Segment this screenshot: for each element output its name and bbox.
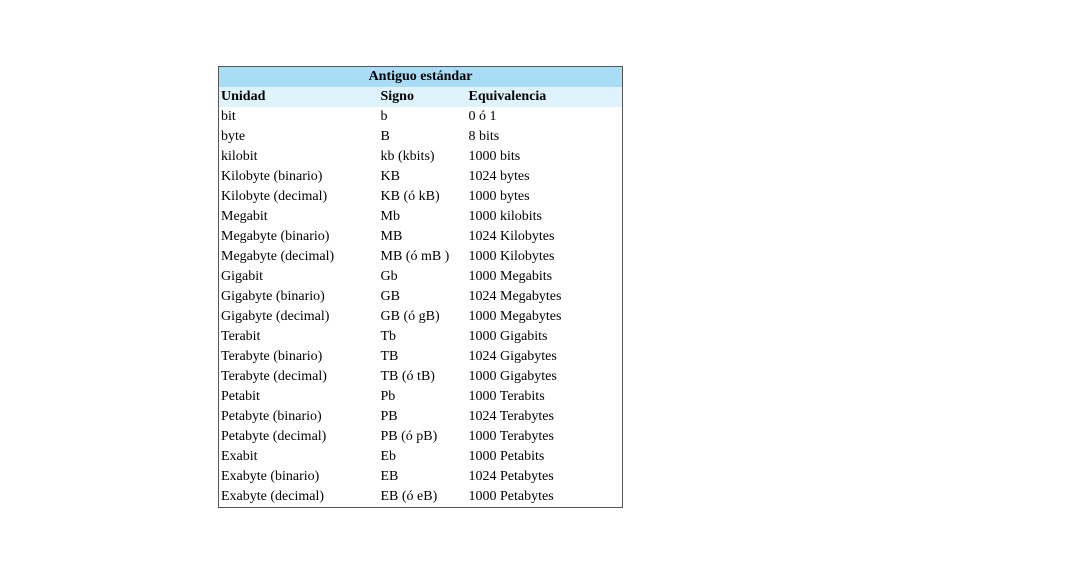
cell-signo: MB (ó mB ): [380, 249, 450, 264]
cell-signo: GB: [380, 289, 400, 304]
cell-unidad: Terabit: [221, 329, 261, 344]
table-row: [219, 327, 623, 347]
cell-equivalencia: 1000 Petabytes: [468, 489, 554, 504]
cell-equivalencia: 1000 Petabits: [468, 449, 545, 464]
cell-signo: Gb: [380, 269, 398, 284]
table-row: [219, 127, 623, 147]
cell-unidad: Exabyte (binario): [221, 469, 320, 484]
table-row: [219, 387, 623, 407]
cell-unidad: Megabyte (decimal): [221, 249, 335, 264]
table-row: [219, 407, 623, 427]
cell-equivalencia: 8 bits: [468, 129, 500, 144]
table-body: [219, 107, 623, 508]
table-row: [219, 447, 623, 467]
header-equivalencia: Equivalencia: [467, 87, 623, 107]
table-row: [219, 287, 623, 307]
cell-signo: TB: [380, 349, 399, 364]
cell-signo: kb (kbits): [380, 149, 435, 164]
cell-signo: B: [380, 129, 390, 144]
cell-equivalencia: 1000 bits: [468, 149, 521, 164]
table-row: [219, 147, 623, 167]
cell-unidad: Gigabyte (decimal): [221, 309, 330, 324]
table-row: [219, 267, 623, 287]
table-row: [219, 347, 623, 367]
table-row: [219, 367, 623, 387]
cell-equivalencia: 0 ó 1: [468, 109, 497, 124]
cell-signo: PB: [380, 409, 398, 424]
cell-equivalencia: 1000 kilobits: [468, 209, 543, 224]
cell-signo: MB: [380, 229, 403, 244]
cell-unidad: Petabit: [221, 389, 260, 404]
cell-unidad: Megabit: [221, 209, 268, 224]
cell-unidad: Gigabit: [221, 269, 263, 284]
cell-unidad: Terabyte (binario): [221, 349, 323, 364]
cell-signo: GB (ó gB): [380, 309, 440, 324]
cell-unidad: byte: [221, 129, 246, 144]
cell-unidad: Petabyte (decimal): [221, 429, 327, 444]
cell-unidad: Kilobyte (binario): [221, 169, 323, 184]
cell-equivalencia: 1024 Gigabytes: [468, 349, 557, 364]
cell-unidad: kilobit: [221, 149, 258, 164]
cell-signo: Tb: [380, 329, 397, 344]
cell-unidad: Megabyte (binario): [221, 229, 330, 244]
table-title-row: [219, 67, 623, 88]
table-row: [219, 467, 623, 487]
cell-unidad: bit: [221, 109, 236, 124]
cell-signo: Mb: [380, 209, 400, 224]
cell-signo: TB (ó tB): [380, 369, 435, 384]
cell-equivalencia: 1024 Kilobytes: [468, 229, 555, 244]
cell-signo: EB: [380, 469, 399, 484]
table-row: [219, 167, 623, 187]
table-row: [219, 487, 623, 508]
cell-unidad: Exabyte (decimal): [221, 489, 325, 504]
table-row: [219, 247, 623, 267]
cell-unidad: Kilobyte (decimal): [221, 189, 328, 204]
table-row: [219, 187, 623, 207]
cell-equivalencia: 1000 Terabits: [468, 389, 545, 404]
cell-unidad: Gigabyte (binario): [221, 289, 325, 304]
cell-unidad: Exabit: [221, 449, 258, 464]
cell-equivalencia: 1000 Terabytes: [468, 429, 554, 444]
cell-equivalencia: 1024 Petabytes: [468, 469, 554, 484]
cell-equivalencia: 1000 Gigabytes: [468, 369, 557, 384]
header-signo: Signo: [379, 87, 467, 107]
cell-signo: Pb: [380, 389, 396, 404]
table-title: Antiguo estándar: [219, 67, 623, 88]
cell-signo: KB (ó kB): [380, 189, 440, 204]
cell-signo: KB: [380, 169, 400, 184]
cell-equivalencia: 1024 bytes: [468, 169, 530, 184]
table-row: [219, 307, 623, 327]
cell-equivalencia: 1000 Gigabits: [468, 329, 548, 344]
cell-unidad: Petabyte (binario): [221, 409, 322, 424]
cell-equivalencia: 1000 Megabits: [468, 269, 553, 284]
cell-equivalencia: 1000 Kilobytes: [468, 249, 555, 264]
cell-signo: b: [380, 109, 388, 124]
header-unidad: Unidad: [219, 87, 379, 107]
cell-equivalencia: 1000 Megabytes: [468, 309, 562, 324]
units-table: [218, 66, 623, 508]
cell-signo: Eb: [380, 449, 397, 464]
cell-signo: EB (ó eB): [380, 489, 438, 504]
cell-signo: PB (ó pB): [380, 429, 438, 444]
table-header-row: [219, 87, 623, 107]
table-row: [219, 107, 623, 127]
cell-unidad: Terabyte (decimal): [221, 369, 327, 384]
table-row: [219, 207, 623, 227]
table-row: [219, 227, 623, 247]
cell-equivalencia: 1000 bytes: [468, 189, 530, 204]
cell-equivalencia: 1024 Terabytes: [468, 409, 554, 424]
cell-equivalencia: 1024 Megabytes: [468, 289, 562, 304]
table-row: [219, 427, 623, 447]
